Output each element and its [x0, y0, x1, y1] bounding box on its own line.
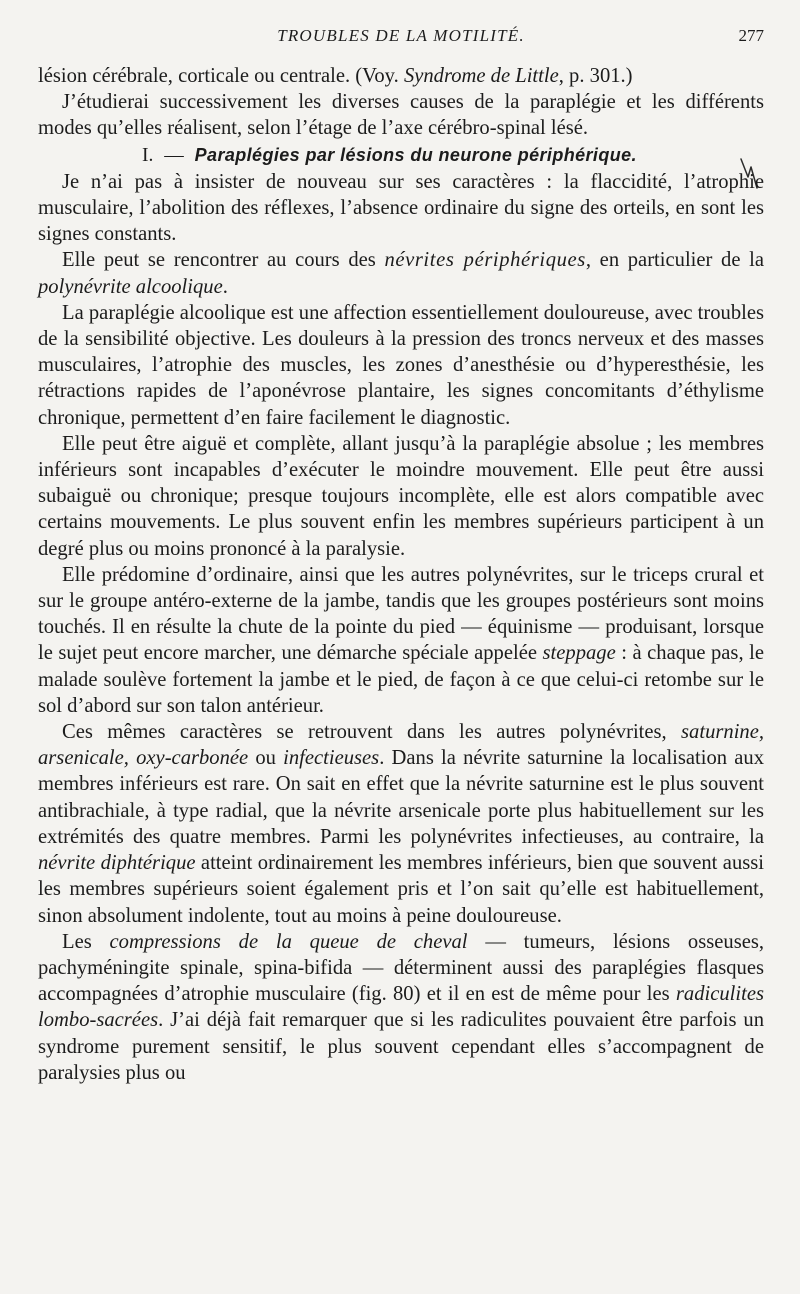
paragraph: La paraplégie alcoolique est une affection essentiellement douloureuse, avec troubles de la sensibilité objective. Les douleurs à la pression des troncs nerveux et des masses musculaires, l’atrophie des muscles, les zones d’anesthésie ou d’hyperesthésie, les rétractions rapides de l’aponévrose plantaire, les signes concomitants d’éthylisme chronique, permettent d’en faire facilement le diagnostic.	[38, 301, 764, 429]
section-title: Paraplégies par lésions du neurone périphérique.	[194, 144, 637, 165]
section-heading: I. — Paraplégies par lésions du neurone périphérique.	[142, 144, 637, 166]
paragraph: Les compressions de la queue de cheval — tumeurs, lésions osseuses, pachyméningite spinale, spina-bifida — déterminent aussi des paraplégies flasques accompagnées d’atrophie musculaire (fig. 80) et il en est de même pour les radiculites lombo-sacrées. J’ai déjà fait remarquer que si les radiculites pouvaient être parfois un syndrome purement sensitif, le plus souvent cependant elles s’accompagnent de paralysies plus ou	[38, 930, 765, 1084]
running-title: TROUBLES DE LA MOTILITÉ.	[277, 26, 525, 45]
paragraph: Elle peut être aiguë et complète, allant jusqu’à la paraplégie absolue ; les membres inférieurs sont incapables d’exécuter le moindre mouvement. Elle peut être aussi subaiguë ou chronique; presque toujours incomplète, elle est alors compatible avec certains mouvements. Le plus souvent enfin les membres supérieurs participent à un degré plus ou moins prononcé à la paralysie.	[38, 432, 764, 560]
paragraph: Elle prédomine d’ordinaire, ainsi que les autres polynévrites, sur le triceps crural et sur le groupe antéro-externe de la jambe, tandis que les groupes postérieurs sont moins touchés. Il en résulte la chute de la pointe du pied — équinisme — produisant, lorsque le sujet peut encore marcher, une démarche spéciale appelée steppage : à chaque pas, le malade soulève fortement la jambe et le pied, de façon à ce que celui-ci retombe sur le sol d’abord sur son talon antérieur.	[38, 563, 764, 717]
page-number: 277	[738, 26, 764, 45]
running-head	[38, 26, 764, 54]
paragraph: Ces mêmes caractères se retrouvent dans les autres polynévrites, saturnine, arsenicale, oxy-carbonée ou infectieuses. Dans la névrite saturnine la localisation aux membres inférieurs est rare. On sait en effet que la névrite saturnine est le plus souvent antibrachiale, à type radial, que la névrite arsenicale porte plus habituellement sur les extrémités des quatre membres. Parmi les polynévrites infectieuses, au contraire, la névrite diphtérique atteint ordinairement les membres inférieurs, bien que souvent aussi les membres supérieurs soient également pris et l’on sait qu’elle est habituellement, sinon absolument indolente, tout au moins à peine douloureuse.	[38, 721, 764, 927]
paragraph: Je n’ai pas à insister de nouveau sur ses caractères : la flaccidité, l’atrophie musculaire, l’abolition des réflexes, l’absence ordinaire du signe des orteils, en sont les signes constants.	[38, 170, 764, 246]
paragraph-continuation: lésion cérébrale, corticale ou centrale. (Voy. Syndrome de Little, p. 301.)	[38, 65, 633, 87]
paragraph: Elle peut se rencontrer au cours des névrites périphériques, en particulier de la polynévrite alcoolique.	[38, 249, 764, 298]
body-text	[38, 63, 764, 1086]
paragraph: J’étudierai successivement les diverses causes de la paraplégie et les différents modes qu’elles réalisent, selon l’étage de l’axe cérébro-spinal lésé.	[38, 91, 764, 140]
cross-reference: Syndrome de Little	[403, 65, 559, 87]
